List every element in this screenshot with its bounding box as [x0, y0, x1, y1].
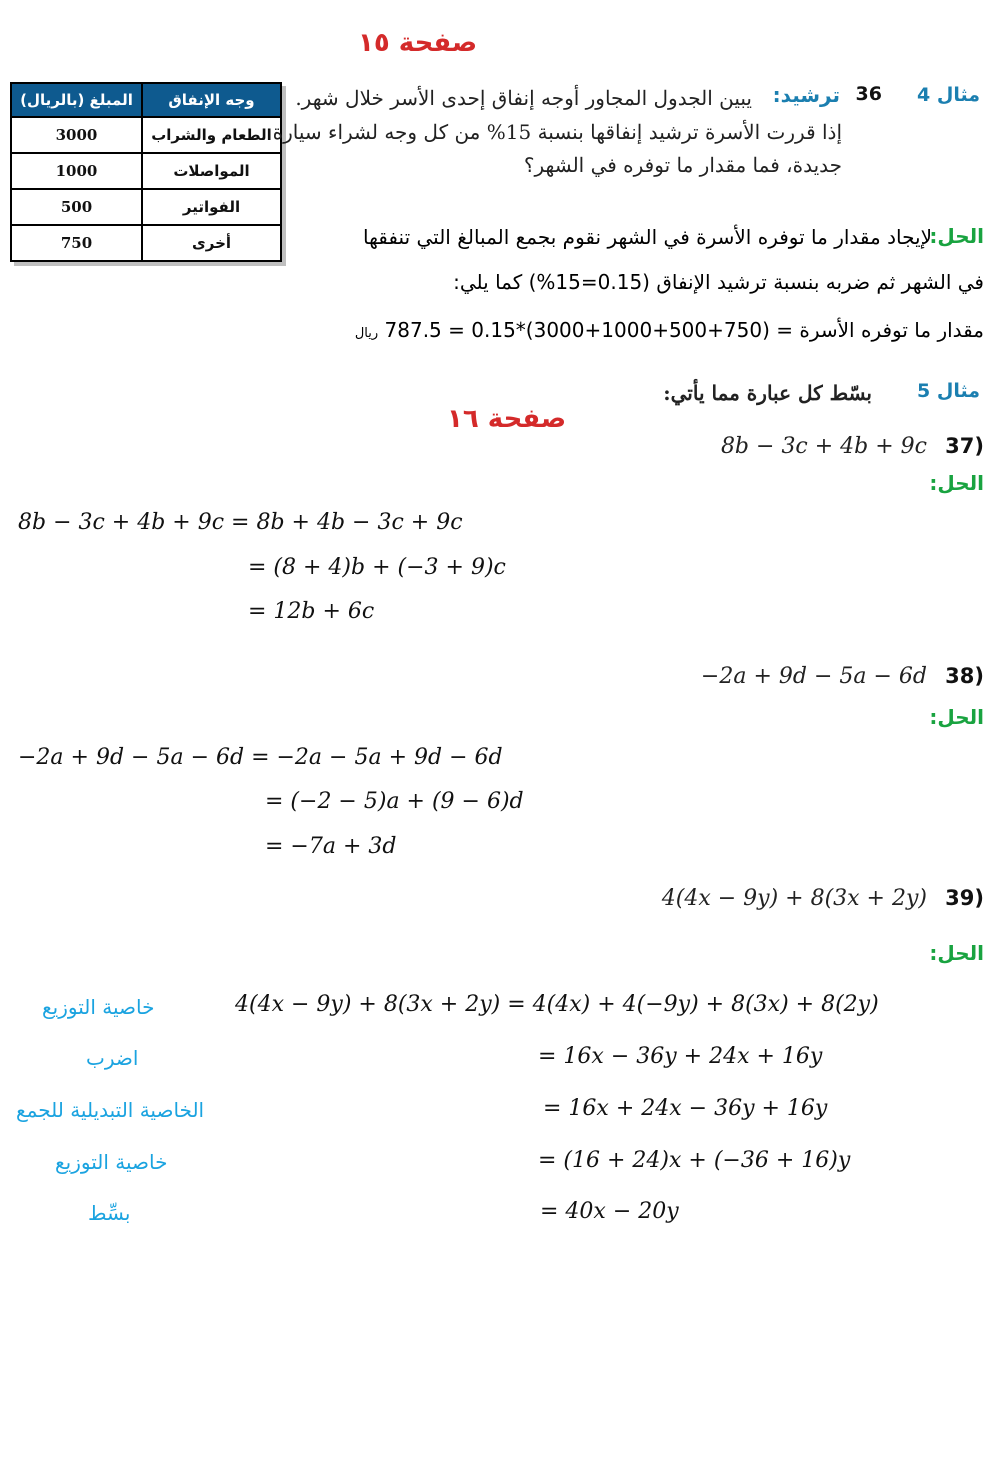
- table-header-amount: المبلغ (بالريال): [11, 83, 142, 117]
- question-36-line-2: إذا قررت الأسرة ترشيد إنفاقها بنسبة 15% من كل وجه لشراء سيارة: [272, 120, 842, 144]
- question-38-number: (38: [945, 664, 984, 688]
- table-cell-amount: 750: [11, 225, 142, 261]
- page-16-label: صفحة ١٦: [447, 404, 567, 434]
- solution-label-37: الحل:: [929, 471, 984, 495]
- step-39-5: = 40x − 20y: [540, 1199, 679, 1224]
- question-39-number: (39: [945, 886, 984, 910]
- step-39-2: = 16x − 36y + 24x + 16y: [538, 1044, 823, 1069]
- table-row: [11, 117, 281, 153]
- step-38-2: = (−2 − 5)a + (9 − 6)d: [265, 789, 524, 814]
- solution-36-line-2: في الشهر ثم ضربه بنسبة ترشيد الإنفاق (0.15=15%) كما يلي:: [453, 270, 984, 294]
- example-5-label: مثال 5: [917, 380, 980, 402]
- solution-36-equation: مقدار ما توفره الأسرة = (750+500+1000+3000)*0.15 = 787.5: [384, 318, 984, 342]
- step-39-1: 4(4x − 9y) + 8(3x + 2y) = 4(4x) + 4(−9y) + 8(3x) + 8(2y): [235, 992, 879, 1017]
- solution-36-line-1: لإيجاد مقدار ما توفره الأسرة في الشهر نقوم بجمع المبالغ التي تنفقها: [362, 225, 932, 249]
- example-4-label: مثال 4: [917, 84, 980, 106]
- step-39-4: = (16 + 24)x + (−36 + 16)y: [538, 1148, 851, 1173]
- table-cell-category: أخرى: [142, 225, 281, 261]
- question-36-keyword: ترشيد:: [772, 83, 840, 107]
- step-38-3: = −7a + 3d: [265, 834, 397, 859]
- table-cell-category: الفواتير: [142, 189, 281, 225]
- table-cell-amount: 1000: [11, 153, 142, 189]
- table-cell-amount: 500: [11, 189, 142, 225]
- reason-39-1: خاصية التوزيع: [42, 995, 155, 1019]
- question-37-number: (37: [945, 434, 984, 458]
- question-36-number: 36: [855, 83, 882, 105]
- step-39-3: = 16x + 24x − 36y + 16y: [543, 1096, 828, 1121]
- page-15-label: صفحة ١٥: [358, 28, 478, 58]
- step-37-3: = 12b + 6c: [248, 599, 375, 624]
- question-37-expression: 8b − 3c + 4b + 9c: [720, 434, 927, 459]
- reason-39-5: بسِّط: [88, 1201, 131, 1225]
- table-cell-category: الطعام والشراب: [142, 117, 281, 153]
- expense-table-wrapper: [10, 82, 282, 262]
- step-37-2: = (8 + 4)b + (−3 + 9)c: [248, 555, 506, 580]
- question-36-line-1: يبين الجدول المجاور أوجه إنفاق إحدى الأسر خلال شهر.: [295, 86, 752, 110]
- question-39-expression: 4(4x − 9y) + 8(3x + 2y): [661, 886, 927, 911]
- solution-36-line-3: [355, 318, 984, 342]
- step-37-1: 8b − 3c + 4b + 9c = 8b + 4b − 3c + 9c: [18, 510, 463, 535]
- reason-39-4: خاصية التوزيع: [55, 1150, 168, 1174]
- table-row: [11, 225, 281, 261]
- step-38-1: −2a + 9d − 5a − 6d = −2a − 5a + 9d − 6d: [18, 745, 503, 770]
- solution-label-38: الحل:: [929, 705, 984, 729]
- currency-label: ريال: [354, 326, 379, 341]
- table-header-category: وجه الإنفاق: [142, 83, 281, 117]
- table-row: [11, 153, 281, 189]
- table-header-row: [11, 83, 281, 117]
- solution-label-36: الحل:: [929, 224, 984, 248]
- reason-39-3: الخاصية التبديلية للجمع: [16, 1098, 205, 1122]
- question-36-line-3: جديدة، فما مقدار ما توفره في الشهر؟: [523, 153, 842, 177]
- table-cell-amount: 3000: [11, 117, 142, 153]
- table-cell-category: المواصلات: [142, 153, 281, 189]
- solution-label-39: الحل:: [929, 941, 984, 965]
- expense-table: [10, 82, 282, 262]
- question-38-expression: −2a + 9d − 5a − 6d: [700, 664, 927, 689]
- reason-39-2: اضرب: [86, 1046, 139, 1070]
- example-5-instruction: بسّط كل عبارة مما يأتي:: [663, 381, 872, 405]
- table-row: [11, 189, 281, 225]
